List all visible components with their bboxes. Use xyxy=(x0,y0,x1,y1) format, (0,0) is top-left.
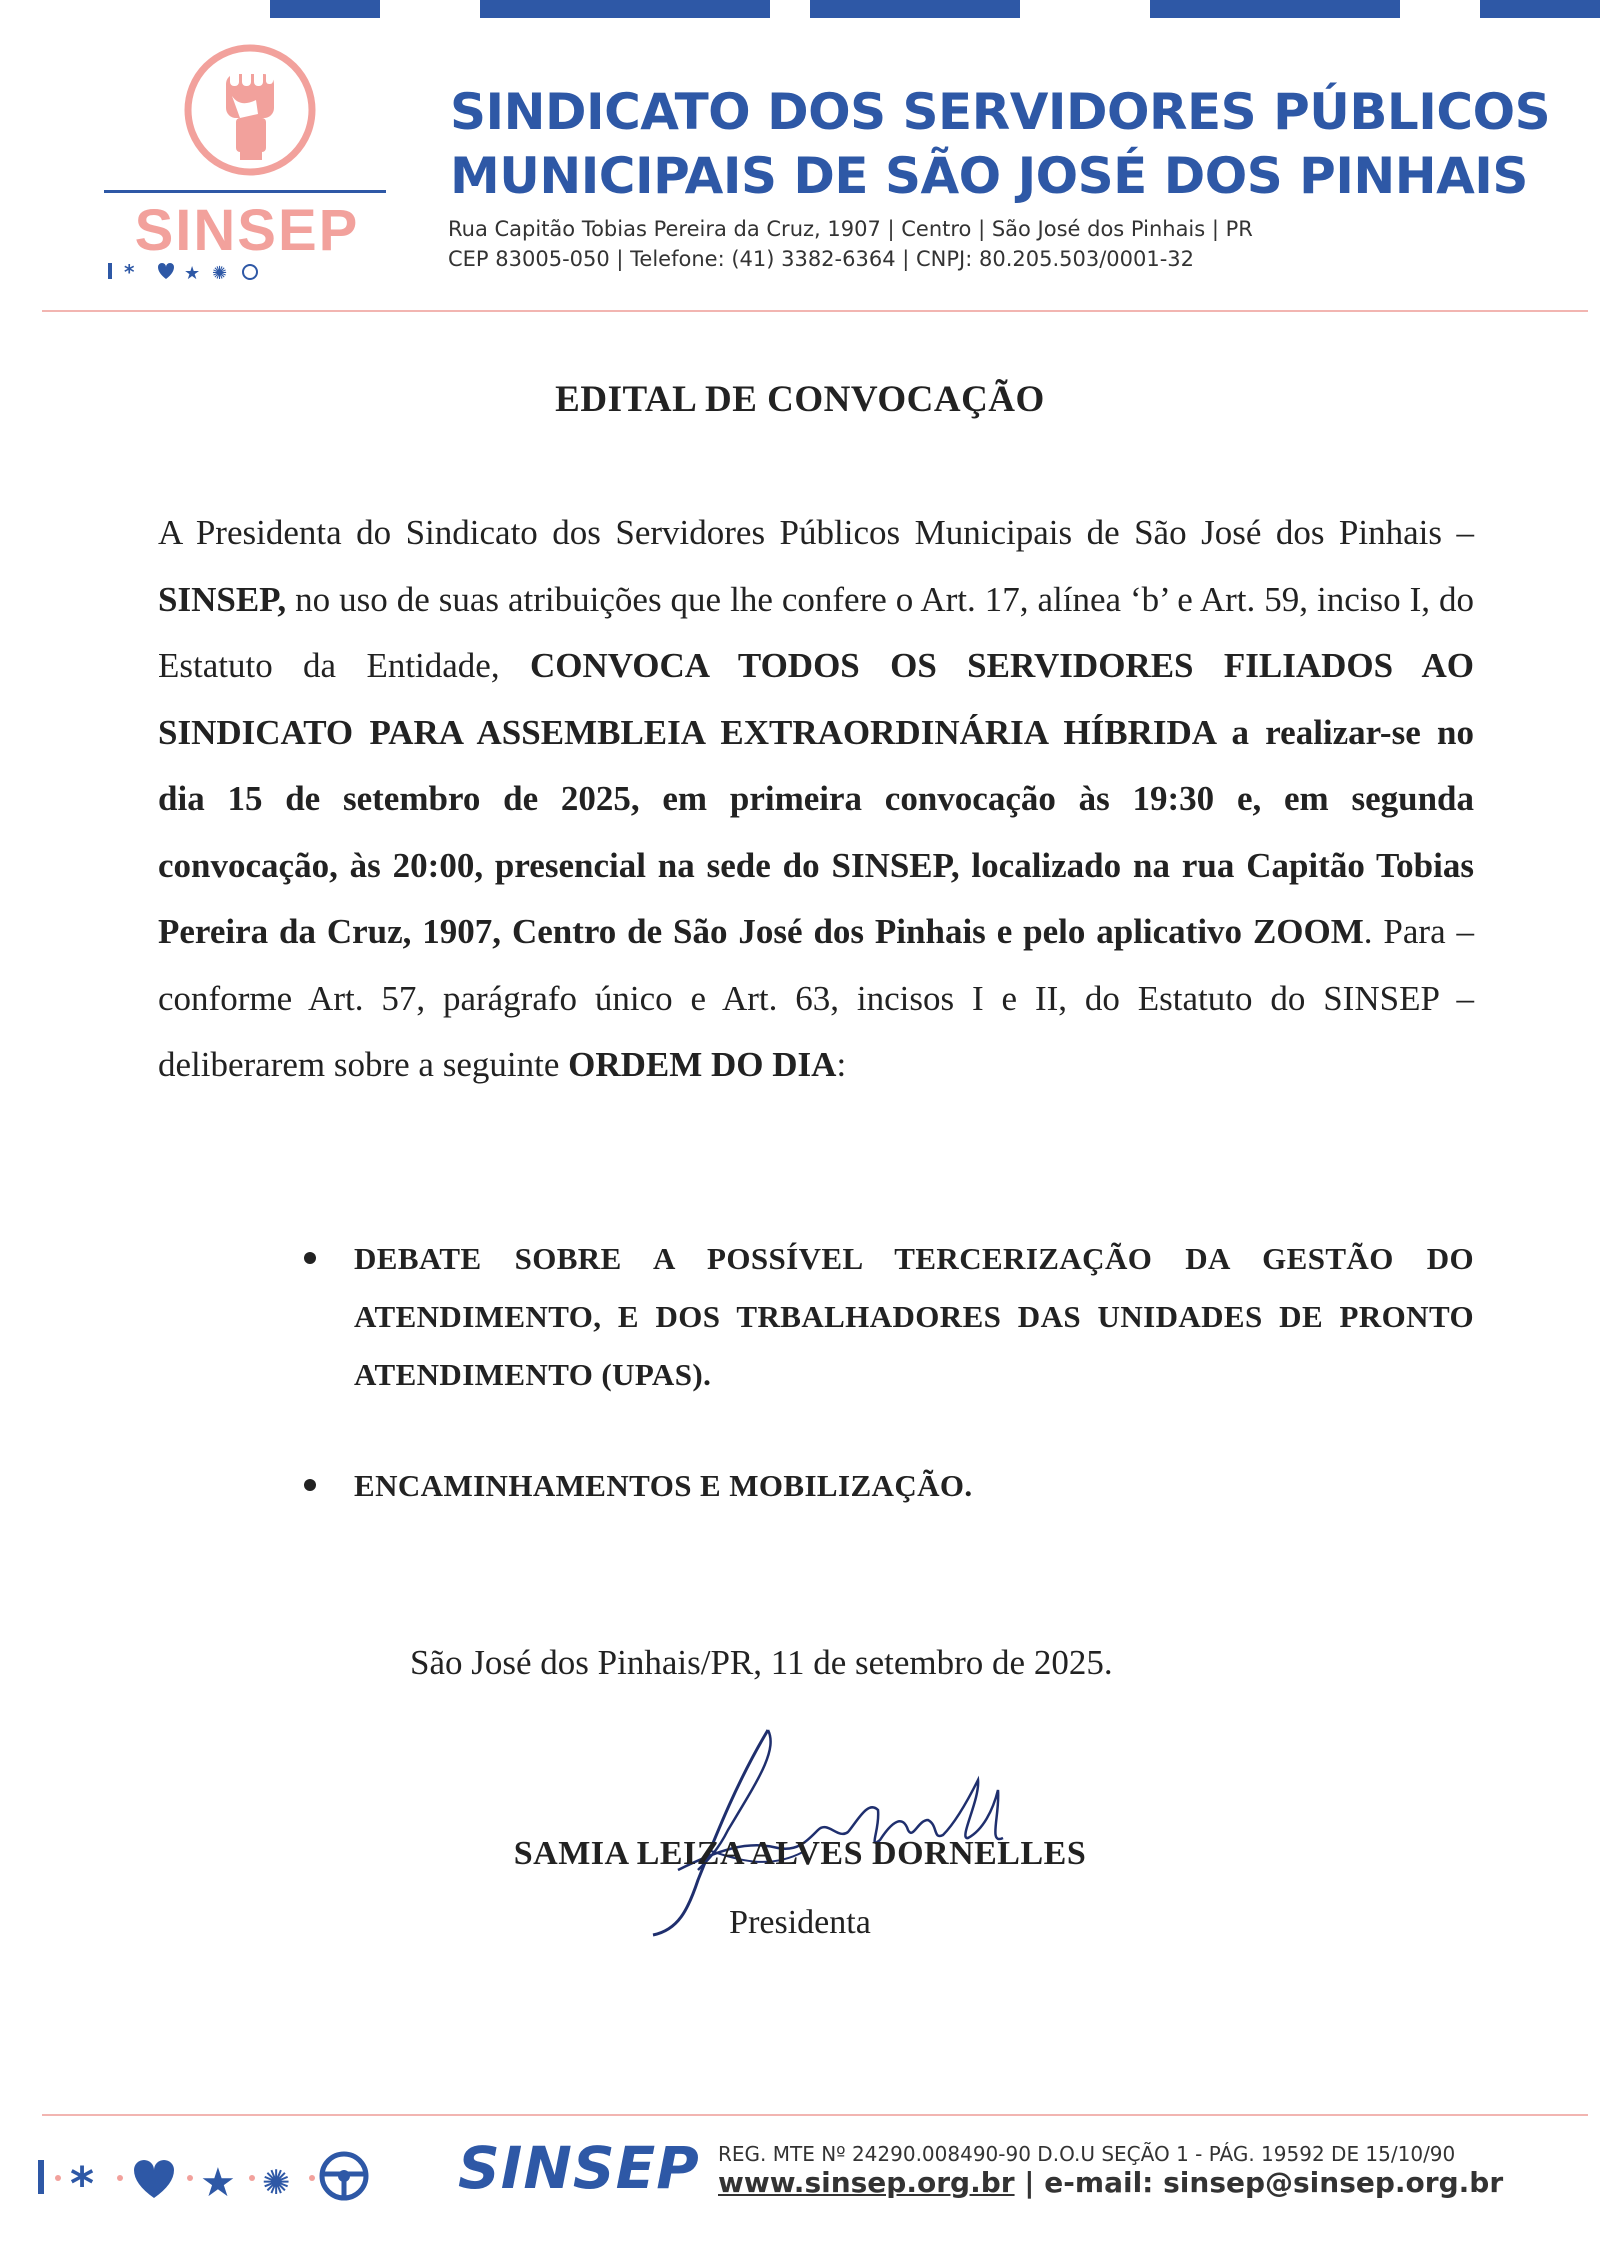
org-name-line-1: SINDICATO DOS SERVIDORES PÚBLICOS xyxy=(450,83,1551,141)
body-text-1: A Presidenta do Sindicato dos Servidores Públicos Municipais de São José dos Pinhais – xyxy=(158,513,1474,552)
svg-text:*: * xyxy=(70,2157,95,2210)
email-text: e-mail: sinsep@sinsep.org.br xyxy=(1044,2166,1504,2199)
footer-registration: REG. MTE Nº 24290.008490-90 D.O.U SEÇÃO 1 - PÁG. 19592 DE 15/10/90 xyxy=(718,2142,1456,2166)
agenda-item xyxy=(354,1457,1474,1515)
logo-icon-row xyxy=(98,258,298,284)
header-divider xyxy=(42,310,1588,312)
svg-text:★: ★ xyxy=(184,263,201,284)
body-text-6: ORDEM DO DIA xyxy=(568,1045,837,1084)
logo-text: SINSEP xyxy=(134,198,360,263)
svg-text:★: ★ xyxy=(200,2160,236,2206)
footer-divider xyxy=(42,2114,1588,2116)
address-line-2: CEP 83005-050 | Telefone: (41) 3382-6364 | CNPJ: 80.205.503/0001-32 xyxy=(448,247,1195,271)
sinsep-logo xyxy=(92,40,402,284)
svg-text:✺: ✺ xyxy=(212,263,228,284)
document-title: EDITAL DE CONVOCAÇÃO xyxy=(555,379,1045,420)
footer-brand: SINSEP xyxy=(458,2134,700,2202)
address-line-1: Rua Capitão Tobias Pereira da Cruz, 1907 | Centro | São José dos Pinhais | PR xyxy=(448,217,1253,241)
organization-name xyxy=(450,80,1570,208)
date-line: São José dos Pinhais/PR, 11 de setembro de 2025. xyxy=(410,1643,1113,1682)
agenda-item-text: DEBATE SOBRE A POSSÍVEL TERCERIZAÇÃO DA GESTÃO DO ATENDIMENTO, E DOS TRBALHADORES DAS UNIDADES DE PRONTO ATENDIMENTO (UPAS). xyxy=(354,1241,1474,1392)
logo-divider xyxy=(104,190,386,193)
body-text-3: no uso de suas atribuições que lhe confere o Art. 17, alínea ‘b’ e Art. 59, inciso I, do Estatuto da Entidade, xyxy=(158,579,1474,685)
org-name-line-2: MUNICIPAIS DE SÃO JOSÉ DOS PINHAIS xyxy=(450,147,1528,205)
body-text-2: SINSEP, xyxy=(158,579,287,619)
website-link[interactable]: www.sinsep.org.br xyxy=(718,2166,1015,2199)
signer-name: SAMIA LEIZA ALVES DORNELLES xyxy=(513,1835,1087,1872)
body-text-4: CONVOCA TODOS OS SERVIDORES FILIADOS AO SINDICATO PARA ASSEMBLEIA EXTRAORDINÁRIA HÍBRIDA a realizar-se no dia 15 de setembro de 2025, em primeira convocação às 19:30 e, em segunda convocação, às 20:00, presencial na sede do SINSEP, localizado na rua Capitão Tobias Pereira da Cruz, 1907, Centro de São José dos Pinhais e pelo aplicativo ZOOM xyxy=(158,646,1474,951)
body-text-5: . Para – conforme Art. 57, parágrafo único e Art. 63, incisos I e II, do Estatuto do SINSEP – deliberarem sobre a seguinte xyxy=(158,912,1474,1084)
agenda-item-text: ENCAMINHAMENTOS E MOBILIZAÇÃO. xyxy=(354,1468,973,1503)
body-paragraph xyxy=(158,500,1474,1099)
footer-contact xyxy=(718,2166,1503,2199)
agenda-item xyxy=(354,1230,1474,1404)
bullet-icon xyxy=(304,1252,316,1264)
organization-address xyxy=(448,214,1548,274)
top-decorative-bar xyxy=(0,0,1600,22)
signer-role: Presidenta xyxy=(729,1904,871,1941)
bullet-icon xyxy=(304,1479,316,1491)
raised-fist-icon xyxy=(180,40,320,180)
svg-text:*: * xyxy=(124,260,135,284)
svg-text:✺: ✺ xyxy=(262,2163,291,2203)
body-text-7: : xyxy=(836,1045,847,1084)
contact-separator: | xyxy=(1014,2166,1045,2199)
